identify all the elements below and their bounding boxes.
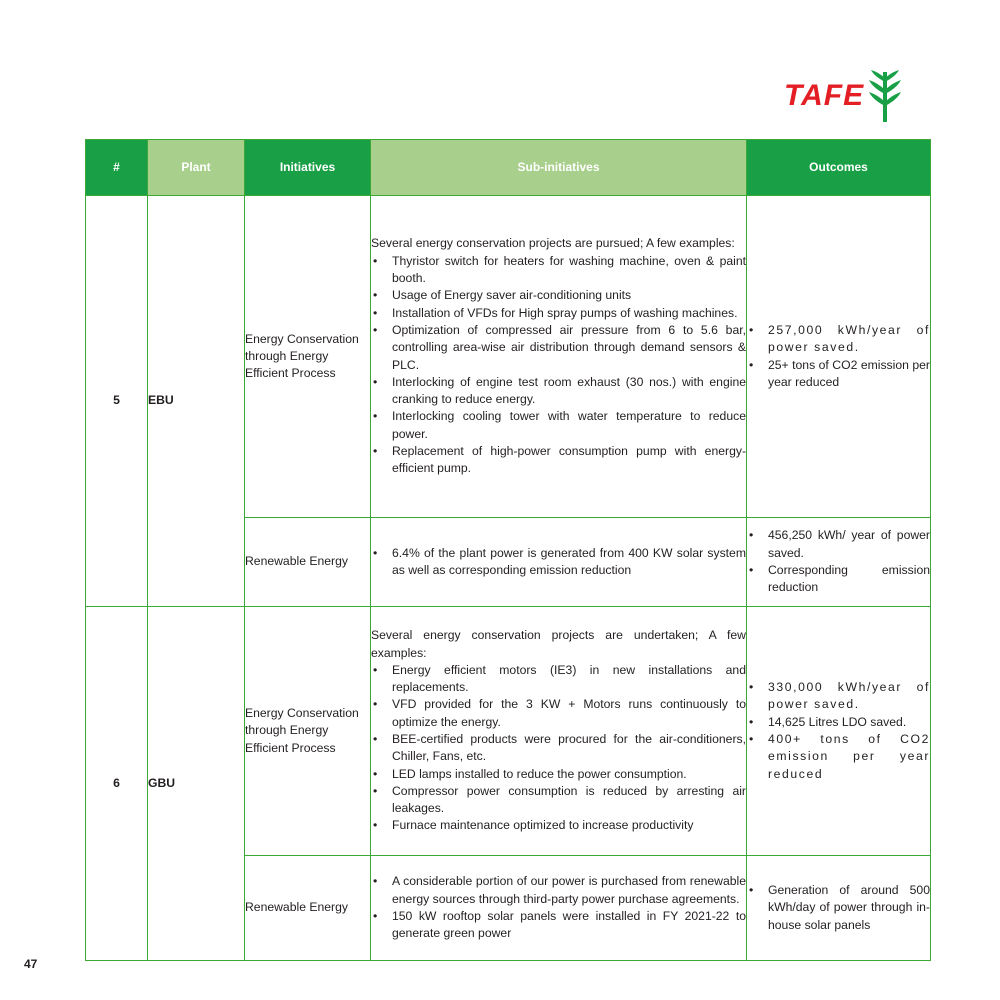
table-row <box>86 196 931 518</box>
list-item: • Thyristor switch for heaters for washing machine, oven & paint booth. <box>371 253 746 288</box>
tafe-logo <box>784 68 902 124</box>
initiative-cell: Renewable Energy <box>245 856 371 961</box>
list-item: • 456,250 kWh/ year of power saved. <box>747 527 930 562</box>
energy-initiatives-table <box>85 139 931 961</box>
list-item: • Usage of Energy saver air-conditioning units <box>371 287 746 304</box>
initiative-cell: Renewable Energy <box>245 518 371 607</box>
list-item: • Furnace maintenance optimized to increase productivity <box>371 817 746 834</box>
plant-name: GBU <box>148 607 245 961</box>
table-header-row <box>86 140 931 196</box>
sub-initiatives-cell <box>371 518 747 607</box>
list-item: • Interlocking of engine test room exhaust (30 nos.) with engine cranking to reduce energy. <box>371 374 746 409</box>
list-item: • 150 kW rooftop solar panels were installed in FY 2021-22 to generate green power <box>371 908 746 943</box>
row-number: 6 <box>86 607 148 961</box>
sub-initiatives-cell <box>371 856 747 961</box>
header-outcomes: Outcomes <box>747 140 931 196</box>
row-number: 5 <box>86 196 148 607</box>
list-item: • Installation of VFDs for High spray pumps of washing machines. <box>371 305 746 322</box>
list-item: • BEE-certified products were procured for the air-conditioners, Chiller, Fans, etc. <box>371 731 746 766</box>
list-item: • VFD provided for the 3 KW + Motors runs continuously to optimize the energy. <box>371 696 746 731</box>
header-plant: Plant <box>148 140 245 196</box>
plant-name: EBU <box>148 196 245 607</box>
logo-wordmark: TAFE <box>784 79 865 112</box>
page-number: 47 <box>24 957 38 971</box>
outcomes-cell <box>747 607 931 856</box>
list-item: • 257,000 kWh/year of power saved. <box>747 322 930 357</box>
list-item: • Interlocking cooling tower with water temperature to reduce power. <box>371 408 746 443</box>
outcomes-cell <box>747 856 931 961</box>
header-sub-initiatives: Sub-initiatives <box>371 140 747 196</box>
header-number: # <box>86 140 148 196</box>
list-item: • Compressor power consumption is reduced by arresting air leakages. <box>371 783 746 818</box>
list-item: • 400+ tons of CO2 emission per year reduced <box>747 731 930 783</box>
sub-initiatives-cell <box>371 607 747 856</box>
list-item: • Energy efficient motors (IE3) in new installations and replacements. <box>371 662 746 697</box>
list-item: • 6.4% of the plant power is generated from 400 KW solar system as well as corresponding emission reduction <box>371 545 746 580</box>
leaf-icon <box>868 68 902 124</box>
list-item: • Corresponding emission reduction <box>747 562 930 597</box>
sub-intro: Several energy conservation projects are undertaken; A few examples: <box>371 628 746 660</box>
list-item: • LED lamps installed to reduce the power consumption. <box>371 766 746 783</box>
list-item: • Replacement of high-power consumption pump with energy-efficient pump. <box>371 443 746 478</box>
list-item: • Optimization of compressed air pressure from 6 to 5.6 bar, controlling area-wise air distribution through demand sensors & PLC. <box>371 322 746 374</box>
outcomes-cell <box>747 196 931 518</box>
initiative-cell: Energy Conservation through Energy Efficient Process <box>245 196 371 518</box>
initiative-cell: Energy Conservation through Energy Efficient Process <box>245 607 371 856</box>
sub-intro: Several energy conservation projects are pursued; A few examples: <box>371 236 735 251</box>
list-item: • 25+ tons of CO2 emission per year reduced <box>747 357 930 392</box>
list-item: • Generation of around 500 kWh/day of power through in-house solar panels <box>747 882 930 934</box>
table-row <box>86 607 931 856</box>
list-item: • 330,000 kWh/year of power saved. <box>747 679 930 714</box>
list-item: • A considerable portion of our power is purchased from renewable energy sources through third-party power purchase agreements. <box>371 873 746 908</box>
list-item: • 14,625 Litres LDO saved. <box>747 714 930 731</box>
header-initiatives: Initiatives <box>245 140 371 196</box>
outcomes-cell <box>747 518 931 607</box>
sub-initiatives-cell <box>371 196 747 518</box>
